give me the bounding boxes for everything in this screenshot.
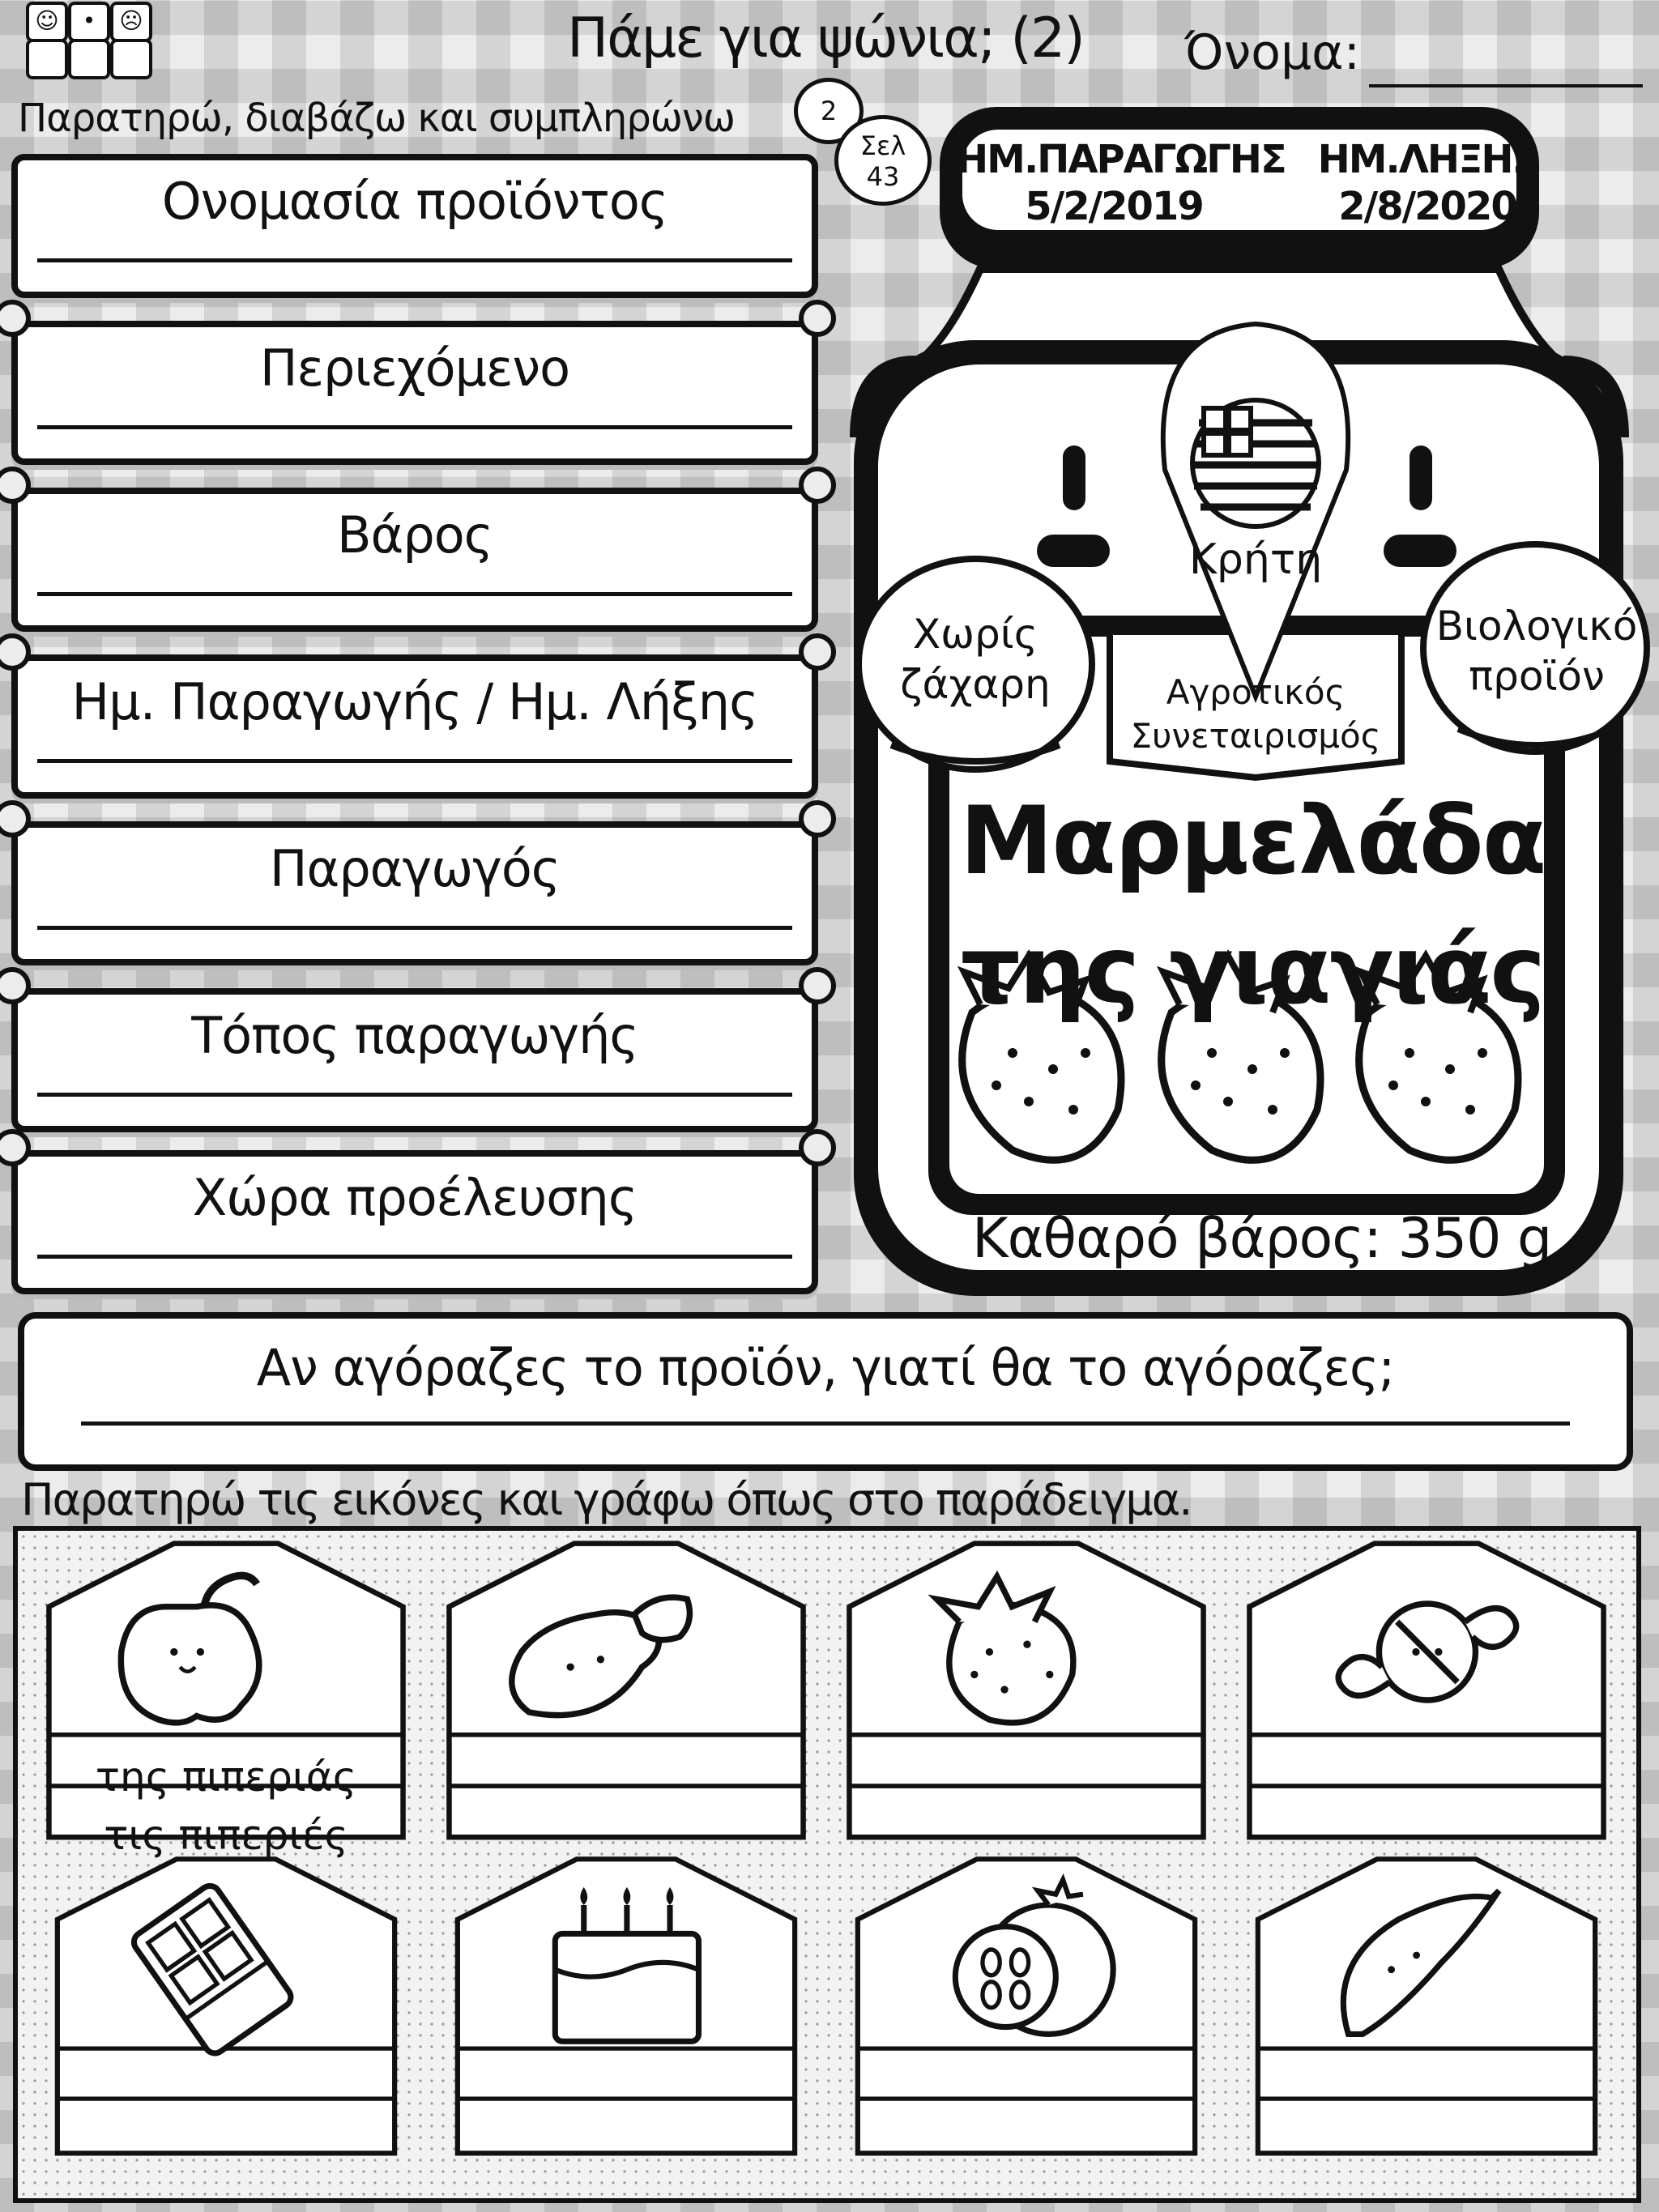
expiry-label: ΗΜ.ΛΗΞΗΣ xyxy=(1317,137,1537,182)
answer-line[interactable] xyxy=(37,759,792,763)
card-notch xyxy=(0,633,31,671)
tile-cake xyxy=(433,1855,820,2156)
jam-title-line1: Μαρμελάδα xyxy=(959,786,1546,896)
question-card xyxy=(18,1312,1633,1471)
card-content xyxy=(11,321,818,465)
neutral-face-icon[interactable]: • xyxy=(68,2,110,42)
example-singular: της πιπεριάς xyxy=(95,1754,357,1801)
page-title: Πάμε για ψώνια; (2) xyxy=(567,6,1084,70)
answer-line[interactable] xyxy=(37,425,792,429)
tile-banana xyxy=(1233,1855,1620,2156)
production-label: ΗΜ.ΠΑΡΑΓΩΓΗΣ xyxy=(956,137,1286,182)
card-label: Βάρος xyxy=(336,505,493,565)
card-notch xyxy=(0,967,31,1004)
jam-title-line2: της γιαγιάς xyxy=(960,916,1545,1025)
tile-strawberry xyxy=(833,1539,1220,1840)
card-notch xyxy=(799,800,836,837)
checkbox-sad[interactable] xyxy=(110,39,152,79)
card-notch xyxy=(0,800,31,837)
card-label: Ονομασία προϊόντος xyxy=(161,172,668,231)
happy-face-icon[interactable]: ☺ xyxy=(26,2,68,42)
book-page-bubble: Σελ 43 xyxy=(834,115,932,206)
card-producer xyxy=(11,821,818,965)
checkbox-neutral[interactable] xyxy=(68,39,110,79)
question-label: Αν αγόραζες το προϊόν, γιατί θα το αγόραζες; xyxy=(256,1338,1395,1397)
production-date-block xyxy=(956,136,1286,230)
card-weight xyxy=(11,488,818,632)
card-country xyxy=(11,1150,818,1294)
example-plural: τις πιπεριές xyxy=(104,1812,348,1859)
card-notch xyxy=(799,467,836,504)
tile-chocolate xyxy=(32,1855,420,2156)
card-label: Τόπος παραγωγής xyxy=(191,1006,638,1065)
answer-line[interactable] xyxy=(37,592,792,596)
card-place xyxy=(11,988,818,1132)
exercise-instruction: Παρατηρώ τις εικόνες και γράφω όπως στο παράδειγμα. xyxy=(21,1474,1192,1525)
name-label: Όνομα: xyxy=(1184,24,1360,81)
name-field[interactable] xyxy=(1369,84,1643,87)
tile-eggplant xyxy=(433,1539,820,1840)
answer-line[interactable] xyxy=(37,1093,792,1097)
answer-line[interactable] xyxy=(81,1421,1570,1426)
card-notch xyxy=(799,300,836,337)
answer-line[interactable] xyxy=(37,1255,792,1259)
location-label: Κρήτη xyxy=(1188,535,1323,584)
instruction-text: Παρατηρώ, διαβάζω και συμπληρώνω xyxy=(18,96,735,141)
card-label: Ημ. Παραγωγής / Ημ. Λήξης xyxy=(71,672,758,731)
card-label: Περιεχόμενο xyxy=(259,339,570,398)
self-assessment-faces xyxy=(26,0,152,75)
sad-face-icon[interactable]: ☹ xyxy=(110,2,152,42)
answer-line[interactable] xyxy=(37,926,792,930)
card-label: Χώρα προέλευσης xyxy=(192,1168,638,1227)
answer-line[interactable] xyxy=(37,258,792,262)
expiry-date-block xyxy=(1306,136,1549,230)
card-notch xyxy=(0,300,31,337)
checkbox-happy[interactable] xyxy=(26,39,68,79)
tile-tomato xyxy=(833,1855,1220,2156)
tile-candy xyxy=(1233,1539,1620,1840)
card-notch xyxy=(0,1129,31,1166)
card-notch xyxy=(799,633,836,671)
card-notch xyxy=(0,467,31,504)
card-product-name xyxy=(11,154,818,298)
production-date: 5/2/2019 xyxy=(1025,184,1203,229)
card-label: Παραγωγός xyxy=(269,839,561,898)
expiry-date: 2/8/2020 xyxy=(1338,184,1516,229)
card-dates xyxy=(11,654,818,799)
card-notch xyxy=(799,1129,836,1166)
card-notch xyxy=(799,967,836,1004)
page-number-bubble: 2 xyxy=(794,78,864,144)
producer-label: Αγροτικός Συνεταιρισμός xyxy=(1130,672,1381,756)
organic-label: Βιολογικό προϊόν xyxy=(1435,603,1638,700)
sugar-free-label: Χωρίς ζάχαρη xyxy=(900,611,1051,708)
net-weight: Καθαρό βάρος: 350 g xyxy=(972,1207,1552,1271)
